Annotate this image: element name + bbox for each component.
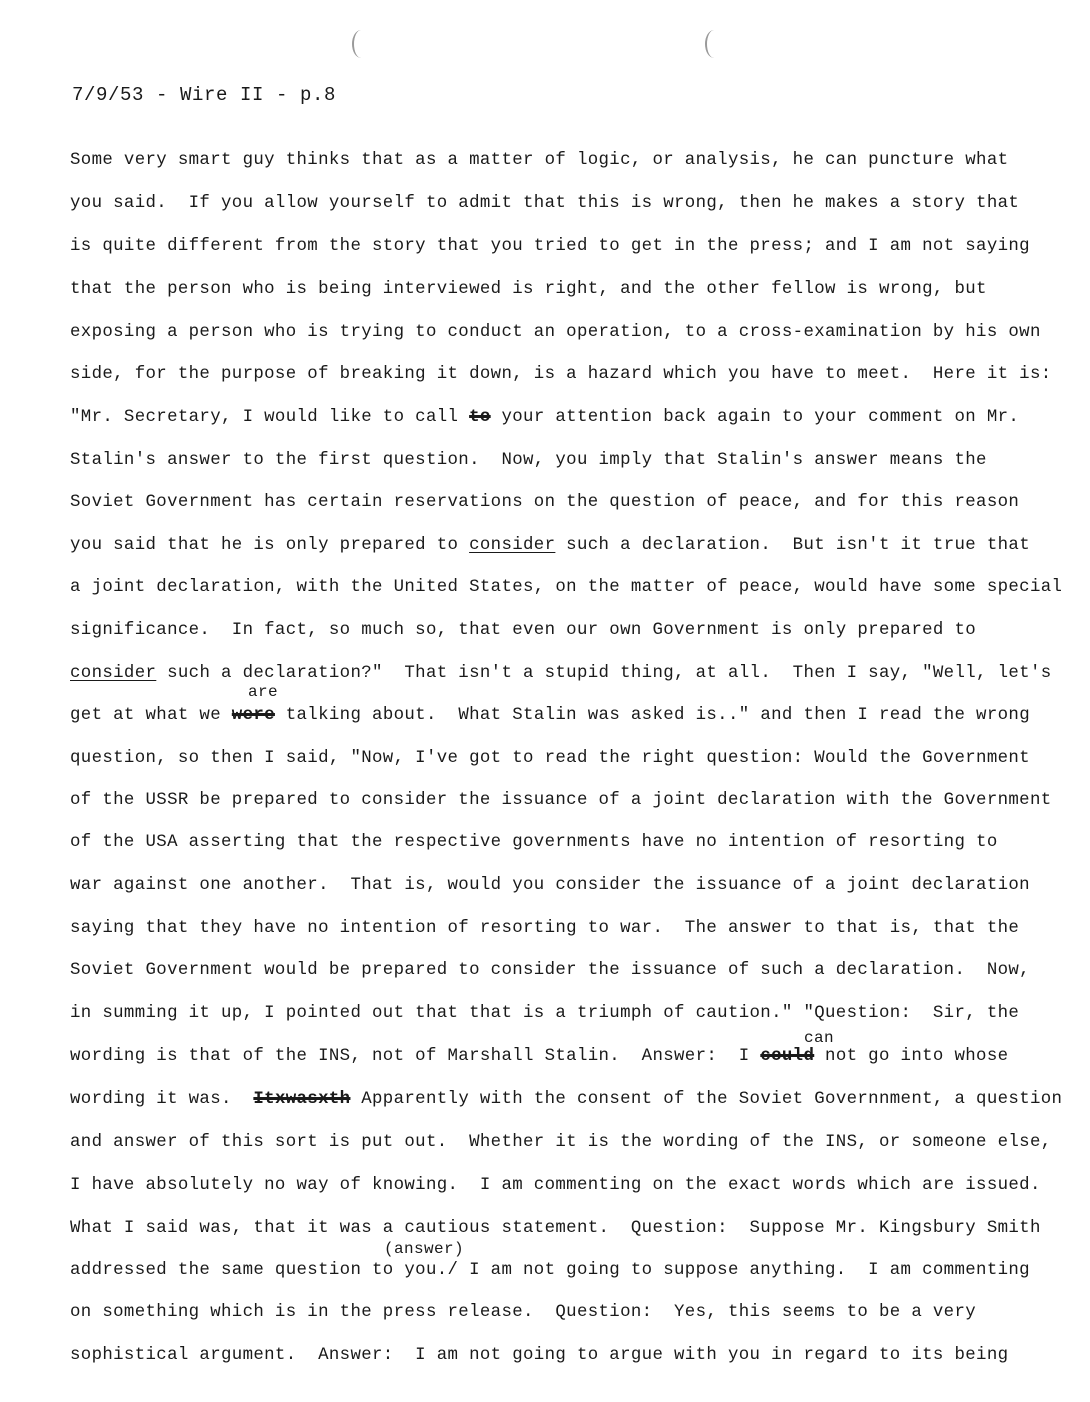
text-line: you said. If you allow yourself to admit that this is wrong, then he makes a story that bbox=[70, 194, 1020, 213]
text-line bbox=[70, 1089, 1062, 1111]
punch-hole-mark-left bbox=[352, 30, 370, 58]
line-text: your attention back again to your comment on Mr. bbox=[490, 408, 1020, 427]
text-line: of the USA asserting that the respective governments have no intention of resorting to bbox=[70, 833, 998, 852]
text-line: I have absolutely no way of knowing. I am commenting on the exact words which are issued. bbox=[70, 1176, 1041, 1195]
text-line bbox=[70, 1046, 1008, 1068]
text-line bbox=[70, 535, 1030, 557]
text-line bbox=[70, 705, 1030, 727]
text-line: significance. In fact, so much so, that even our own Government is only prepared to bbox=[70, 621, 977, 640]
line-text: talking about. What Stalin was asked is.." and then I read the wrong bbox=[274, 706, 1030, 725]
text-line bbox=[70, 663, 1052, 685]
struck-out-word: were bbox=[231, 706, 275, 725]
punch-hole-mark-right bbox=[705, 30, 723, 58]
text-line: What I said was, that it was a cautious statement. Question: Suppose Mr. Kingsbury Smith bbox=[70, 1219, 1041, 1238]
insertion-answer: (answer) bbox=[384, 1240, 465, 1258]
struck-out-word: could bbox=[760, 1047, 815, 1066]
line-text: such a declaration?" That isn't a stupid thing, at all. Then I say, "Well, let's bbox=[156, 664, 1052, 683]
text-line: that the person who is being interviewed is right, and the other fellow is wrong, but bbox=[70, 280, 987, 299]
text-line bbox=[70, 407, 1019, 429]
line-text: such a declaration. But isn't it true that bbox=[555, 536, 1030, 555]
underlined-word: consider bbox=[469, 536, 556, 555]
line-text: Apparently with the consent of the Soviet Governnment, a question bbox=[350, 1090, 1063, 1109]
struck-out-word: to bbox=[469, 408, 491, 427]
text-line: exposing a person who is trying to conduct an operation, to a cross-examination by his own bbox=[70, 323, 1041, 342]
line-text: wording is that of the INS, not of Marshall Stalin. Answer: I bbox=[70, 1047, 761, 1066]
text-line: is quite different from the story that you tried to get in the press; and I am not saying bbox=[70, 237, 1030, 256]
line-text: "Mr. Secretary, I would like to call bbox=[70, 408, 470, 427]
text-line: question, so then I said, "Now, I've got to read the right question: Would the Government bbox=[70, 749, 1030, 768]
text-line: addressed the same question to you./ I am not going to suppose anything. I am commenting bbox=[70, 1261, 1030, 1280]
text-line: side, for the purpose of breaking it down, is a hazard which you have to meet. Here it is: bbox=[70, 365, 1052, 384]
text-line: of the USSR be prepared to consider the issuance of a joint declaration with the Government bbox=[70, 791, 1052, 810]
text-line: war against one another. That is, would you consider the issuance of a joint declaration bbox=[70, 876, 1030, 895]
insertion-are: are bbox=[248, 683, 279, 701]
line-text: not go into whose bbox=[814, 1047, 1009, 1066]
text-line: Soviet Government has certain reservations on the question of peace, and for this reason bbox=[70, 493, 1020, 512]
page-header: 7/9/53 - Wire II - p.8 bbox=[72, 84, 337, 106]
text-line: in summing it up, I pointed out that that is a triumph of caution." "Question: Sir, the bbox=[70, 1004, 1020, 1023]
text-line: saying that they have no intention of resorting to war. The answer to that is, that the bbox=[70, 919, 1020, 938]
text-line: Stalin's answer to the first question. Now, you imply that Stalin's answer means the bbox=[70, 451, 987, 470]
line-text: wording it was. bbox=[70, 1090, 254, 1109]
text-line: sophistical argument. Answer: I am not going to argue with you in regard to its being bbox=[70, 1346, 1009, 1365]
text-line: and answer of this sort is put out. Whether it is the wording of the INS, or someone else, bbox=[70, 1133, 1052, 1152]
underlined-word: consider bbox=[70, 664, 157, 683]
line-text: you said that he is only prepared to bbox=[70, 536, 470, 555]
line-text: get at what we bbox=[70, 706, 232, 725]
text-line: on something which is in the press release. Question: Yes, this seems to be a very bbox=[70, 1303, 977, 1322]
struck-out-word: Itxwasxth bbox=[253, 1090, 351, 1109]
text-line: a joint declaration, with the United States, on the matter of peace, would have some special bbox=[70, 578, 1063, 597]
text-line: Some very smart guy thinks that as a matter of logic, or analysis, he can puncture what bbox=[70, 151, 1009, 170]
text-line: Soviet Government would be prepared to consider the issuance of such a declaration. Now, bbox=[70, 961, 1030, 980]
insertion-can: can bbox=[804, 1029, 835, 1047]
